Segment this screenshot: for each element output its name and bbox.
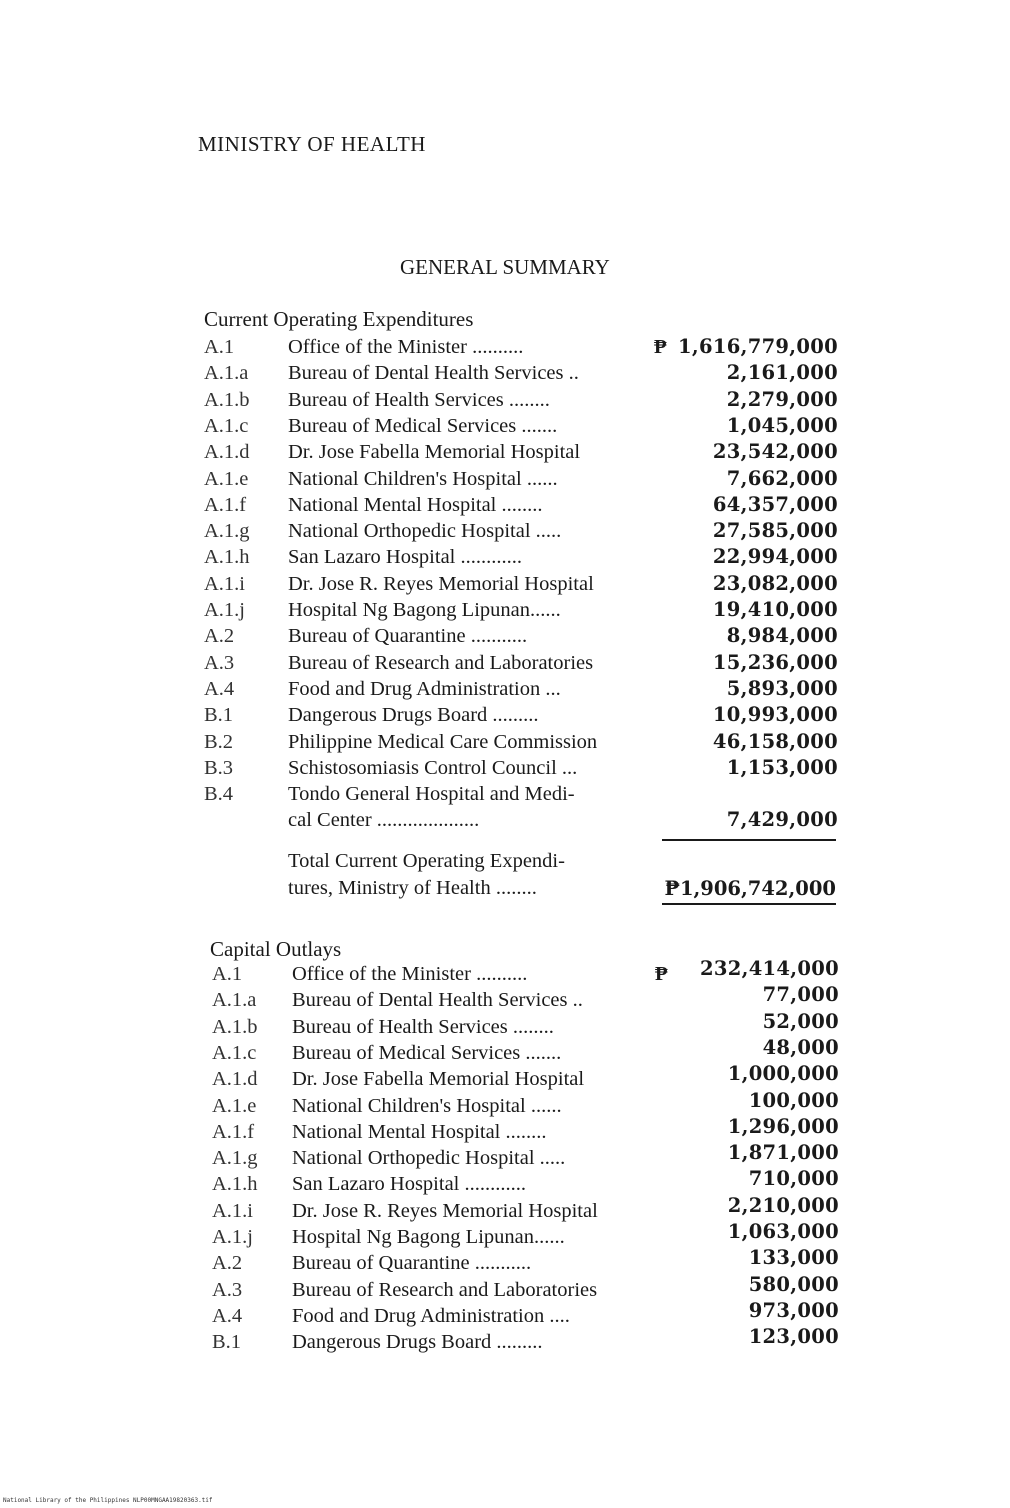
table-row	[204, 439, 838, 465]
row-code: B.1	[204, 704, 234, 727]
currency-symbol: ₱	[654, 336, 667, 358]
table-row	[204, 360, 838, 386]
row-description: National Orthopedic Hospital .....	[292, 1147, 566, 1170]
row-description: Hospital Ng Bagong Lipunan......	[292, 1226, 565, 1248]
total-rule	[662, 903, 836, 905]
row-amount: 64,357,000	[712, 492, 838, 516]
row-description: Dr. Jose Fabella Memorial Hospital	[288, 441, 581, 464]
row-code: B.2	[204, 730, 234, 753]
row-amount: 1,296,000	[727, 1114, 839, 1138]
row-description: Food and Drug Administration ...	[288, 677, 561, 700]
row-amount: 77,000	[762, 983, 839, 1007]
row-code: B.3	[204, 756, 234, 779]
row-description: Bureau of Health Services ........	[288, 388, 550, 411]
table-row	[212, 1220, 839, 1250]
row-code: A.1	[212, 963, 243, 985]
row-amount: 1,000,000	[727, 1062, 839, 1086]
row-code: A.1.d	[204, 441, 250, 464]
row-amount: 232,414,000	[700, 957, 839, 980]
row-description: National Mental Hospital ........	[288, 493, 543, 516]
row-amount: 973,000	[748, 1298, 839, 1322]
total-amount: ₱1,906,742,000	[664, 877, 836, 900]
row-code: A.4	[204, 677, 235, 700]
row-description: cal Center ....................	[288, 809, 480, 832]
table-row	[204, 334, 838, 360]
row-code: A.2	[204, 625, 235, 648]
row-code: A.1.b	[212, 1015, 258, 1038]
row-description: Bureau of Health Services ........	[292, 1015, 554, 1038]
row-code: A.1.g	[212, 1147, 258, 1170]
row-code: A.1.f	[212, 1120, 255, 1143]
row-code: A.1.i	[204, 572, 245, 595]
row-amount: 1,871,000	[727, 1141, 839, 1165]
table-row	[204, 623, 838, 649]
row-description: Hospital Ng Bagong Lipunan......	[288, 599, 561, 621]
row-description: Bureau of Quarantine ...........	[288, 625, 528, 648]
row-amount: 1,153,000	[726, 755, 838, 779]
table-row	[204, 729, 838, 755]
table-row	[204, 755, 838, 781]
total-label-line1: Total Current Operating Expendi-	[288, 850, 565, 872]
table-row	[204, 781, 838, 807]
table-row	[204, 492, 838, 518]
row-code: B.1	[212, 1331, 242, 1354]
row-amount: 22,994,000	[712, 545, 838, 569]
table-row	[204, 597, 838, 623]
row-description: Tondo General Hospital and Medi-	[288, 783, 575, 806]
table-row	[204, 676, 838, 702]
row-code: A.1.i	[212, 1199, 253, 1222]
total-label-line2: tures, Ministry of Health ........	[288, 877, 537, 899]
subtotal-rule	[662, 839, 836, 841]
row-code: A.3	[212, 1278, 243, 1301]
row-description: Philippine Medical Care Commission	[288, 730, 598, 753]
table-row	[204, 518, 838, 544]
table-row	[212, 1141, 839, 1171]
row-code: A.1.h	[204, 546, 250, 569]
row-amount: 5,893,000	[726, 676, 838, 700]
row-amount: 48,000	[762, 1035, 839, 1059]
table-row	[212, 1062, 839, 1092]
row-code: A.1.j	[212, 1226, 253, 1248]
row-amount: 1,616,779,000	[678, 335, 838, 358]
row-description: National Children's Hospital ......	[292, 1094, 562, 1117]
row-amount: 580,000	[748, 1272, 839, 1296]
row-code: A.4	[212, 1304, 243, 1327]
table-row	[204, 387, 838, 413]
table-row	[204, 544, 838, 570]
row-code: B.4	[204, 783, 234, 806]
row-description: Dangerous Drugs Board .........	[292, 1331, 543, 1354]
row-code: A.2	[212, 1252, 243, 1275]
row-amount: 2,161,000	[726, 361, 838, 385]
row-amount: 19,410,000	[712, 598, 838, 621]
table-row	[212, 1009, 839, 1040]
row-description: San Lazaro Hospital ............	[288, 546, 522, 569]
row-description: Office of the Minister ..........	[292, 963, 528, 985]
row-code: A.1.e	[212, 1094, 257, 1117]
section-heading-current-operating: Current Operating Expenditures	[204, 307, 474, 331]
table-row	[204, 466, 838, 492]
row-description: Office of the Minister ..........	[288, 336, 524, 358]
row-amount: 23,082,000	[712, 571, 838, 595]
row-code: A.1.b	[204, 388, 250, 411]
row-code: A.1.a	[204, 362, 249, 385]
row-description: National Children's Hospital ......	[288, 467, 558, 490]
row-description: Bureau of Medical Services .......	[292, 1041, 562, 1064]
row-code: A.1.f	[204, 493, 247, 516]
row-code: A.1.j	[204, 599, 245, 621]
row-description: San Lazaro Hospital ............	[292, 1173, 526, 1196]
table-row	[212, 957, 839, 987]
row-description: Bureau of Dental Health Services ..	[288, 362, 579, 385]
footer-source: National Library of the Philippines NLP00MNGAA19820363.tif	[3, 1497, 213, 1504]
currency-symbol: ₱	[655, 963, 668, 985]
row-amount: 123,000	[748, 1325, 839, 1349]
row-amount: 23,542,000	[712, 440, 838, 464]
row-description: Dangerous Drugs Board .........	[288, 704, 539, 727]
row-amount: 15,236,000	[712, 650, 838, 674]
row-code: A.1.h	[212, 1173, 258, 1196]
row-code: A.1	[204, 336, 235, 358]
table-row	[212, 1325, 839, 1355]
row-amount: 1,063,000	[727, 1220, 839, 1243]
row-amount: 52,000	[762, 1009, 839, 1033]
row-code: A.1.a	[212, 989, 257, 1012]
row-description: National Mental Hospital ........	[292, 1120, 547, 1143]
row-amount: 1,045,000	[726, 413, 838, 437]
row-description: Bureau of Dental Health Services ..	[292, 989, 583, 1012]
row-description: National Orthopedic Hospital .....	[288, 520, 562, 543]
table-row	[204, 571, 838, 597]
row-description: Dr. Jose R. Reyes Memorial Hospital	[288, 572, 594, 595]
row-code: A.1.d	[212, 1068, 258, 1091]
row-description: Bureau of Research and Laboratories	[292, 1278, 598, 1301]
table-row	[204, 807, 838, 833]
row-amount: 46,158,000	[712, 729, 838, 753]
row-code: A.1.c	[204, 414, 249, 437]
row-amount: 100,000	[748, 1088, 839, 1112]
row-description: Bureau of Medical Services .......	[288, 414, 558, 437]
row-amount: 27,585,000	[712, 519, 838, 543]
row-description: Bureau of Quarantine ...........	[292, 1252, 532, 1275]
row-description: Schistosomiasis Control Council ...	[288, 756, 578, 779]
ministry-title: MINISTRY OF HEALTH	[198, 132, 426, 156]
table-row	[204, 413, 838, 439]
table-row	[212, 983, 839, 1013]
table-row	[212, 1246, 839, 1276]
row-code: A.1.c	[212, 1041, 257, 1064]
row-amount: 2,279,000	[726, 387, 838, 411]
row-amount: 10,993,000	[712, 703, 838, 727]
row-amount: 2,210,000	[727, 1193, 839, 1217]
row-code: A.3	[204, 651, 235, 674]
row-amount: 8,984,000	[726, 624, 838, 648]
row-description: Food and Drug Administration ....	[292, 1304, 570, 1327]
table-row	[204, 702, 838, 728]
row-amount: 7,429,000	[726, 808, 838, 832]
row-amount: 133,000	[748, 1246, 839, 1270]
section-heading-capital-outlays: Capital Outlays	[210, 937, 342, 961]
table-row	[212, 1298, 839, 1329]
row-amount: 7,662,000	[726, 466, 838, 490]
row-amount: 710,000	[748, 1167, 839, 1191]
table-row	[204, 650, 838, 676]
row-description: Dr. Jose R. Reyes Memorial Hospital	[292, 1199, 598, 1222]
page-title: GENERAL SUMMARY	[400, 255, 610, 279]
row-code: A.1.e	[204, 467, 249, 490]
row-description: Dr. Jose Fabella Memorial Hospital	[292, 1068, 585, 1091]
row-code: A.1.g	[204, 520, 250, 543]
row-description: Bureau of Research and Laboratories	[288, 651, 594, 674]
table-row	[212, 1272, 839, 1303]
